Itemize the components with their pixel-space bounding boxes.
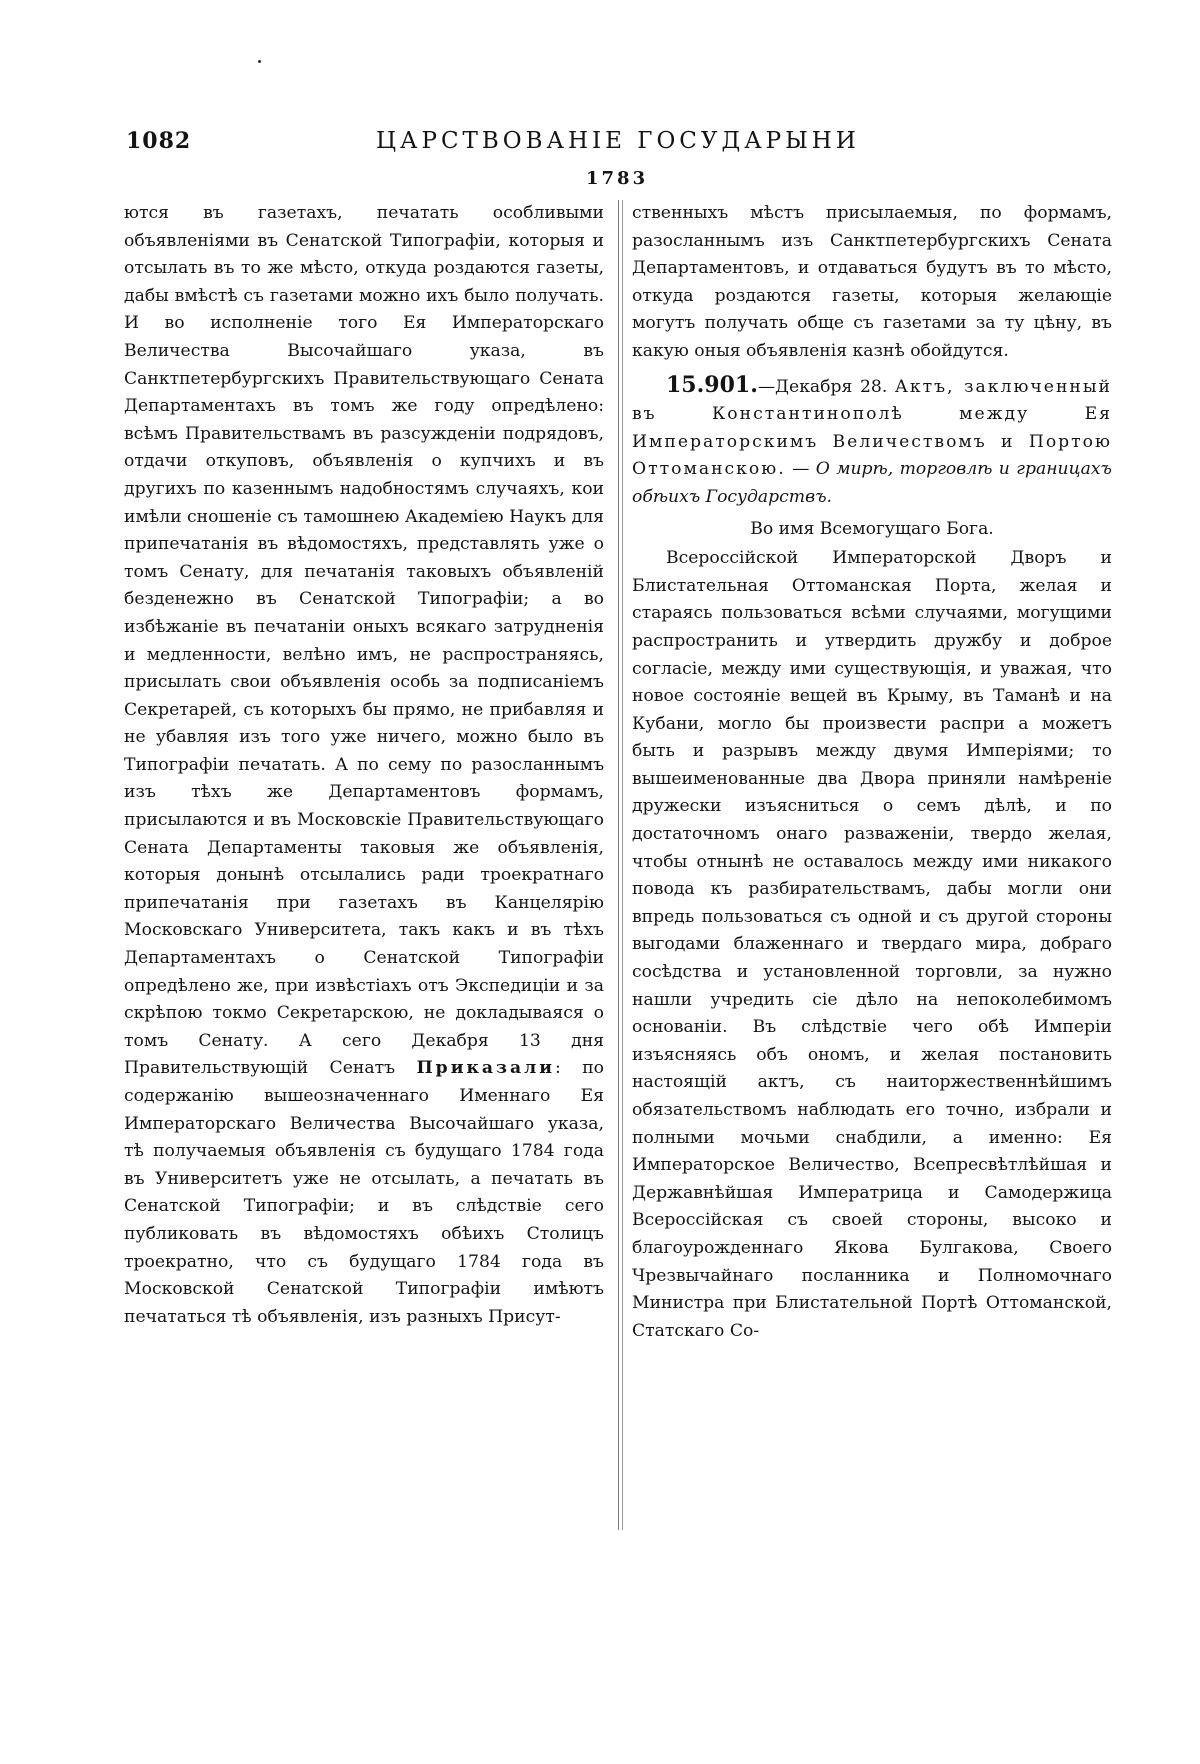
invocation: Во имя Всемогущаго Бога. <box>750 518 994 539</box>
column-divider <box>618 200 619 1530</box>
left-column <box>124 200 604 1331</box>
year-heading: 1783 <box>586 168 649 189</box>
left-paragraph-text: ются въ газетахъ, печатать особливыми объявленіями въ Сенатской Типографіи, которыя и отсылать въ то же мѣсто, откуда роздаются газеты, дабы вмѣстѣ съ газетами можно ихъ было получать. И во исполненіе того Ея Императорскаго Величества Высочайшаго указа, въ Санктпетербургскихъ Правительствующаго Сената Департаментахъ въ томъ же году опредѣлено: всѣмъ Правительствамъ въ разсужденіи подрядовъ, отдачи откуповъ, объявленія о купчихъ и въ другихъ по казеннымъ надобностямъ случаяхъ, кои имѣли сношеніе съ тамошнею Академіею Наукъ для припечатанія въ вѣдомостяхъ, представлять уже о томъ Сенату, для печатанія таковыхъ объявленій безденежно въ Сенатской Типографіи; а во избѣжаніе въ печатаніи оныхъ всякаго затрудненія и медленности, велѣно имъ, не распространяясь, присылать свои объявленія особь за подписаніемъ Секретарей, съ которыхъ бы прямо, не прибавляя и не убавляя изъ того уже ничего, можно было въ Типографіи печатать. А по сему по разосланнымъ изъ тѣхъ же Департаментовъ формамъ, присылаются и въ Московскіе Правительствующаго Сената Департаменты таковыя же объявленія, которыя донынѣ отсылались ради троекратнаго припечатанія при газетахъ въ Канцелярію Московскаго Университета, такъ какъ и въ тѣхъ Департаментахъ о Сенатской Типографіи опредѣлено же, при извѣстіахъ отъ Экспедиціи и за скрѣпою токмо Секретарскою, не докладываяся о томъ Сенату. А сего Декабря 13 дня Правительствующій Сенатъ <box>124 203 604 1079</box>
right-column <box>632 200 1112 1345</box>
treaty-preamble: Всероссійской Императорской Дворъ и Блистательная Оттоманская Порта, желая и стараясь пользоваться всѣми случаями, могущими распространить и утвердить дружбу и доброе согласіе, между ими существующія, и уважая, что новое состояніе вещей въ Крыму, въ Таманѣ и на Кубани, могло бы произвести распри а можетъ быть и разрывъ между двумя Имперіями; то вышеименованные два Двора приняли намѣреніе дружески изъясниться о семъ дѣлѣ, и по достаточномъ онаго разваженіи, твердо желая, чтобы отнынѣ не оставалось между ими никакого повода къ разбирательствамъ, дабы могли они впредь пользоваться съ одной и съ другой стороны выгодами блаженнаго и твердаго мира, добраго сосѣдства и установленной торговли, за нужно нашли учредить сіе дѣло на непоколебимомъ основаніи. Въ слѣдствіе чего обѣ Имперіи изъясняясь объ ономъ, и желая постановить настоящій актъ, съ наиторжественнѣйшимъ обязательствомъ наблюдать его точно, избрали и полными мочьми снабдили, а именно: Ея Императорское Величество, Всепресвѣтлѣйшая и Державнѣйшая Императрица и Самодержица Всероссійская съ своей стороны, высоко и благоурожденнаго Якова Булгакова, Своего Чрезвычайнаго посланника и Полномочнаго Министра при Блистательной Портѣ Оттоманской, Статскаго Со- <box>632 548 1112 1341</box>
scan-speck <box>258 60 261 63</box>
column-divider-inner <box>622 200 623 1530</box>
right-paragraph-continued: ственныхъ мѣстъ присылаемыя, по формамъ, разосланнымъ изъ Санктпетербургскихъ Сената Департаментовъ, и отдаваться будутъ въ то мѣсто, откуда роздаются газеты, которыя желающіе могутъ получать обще съ газетами за ту цѣну, въ какую оныя объявленія казнѣ обойдутся. <box>632 203 1112 361</box>
act-number: 15.901. <box>666 371 758 398</box>
left-paragraph <box>124 200 604 1331</box>
page-number: 1082 <box>126 128 192 154</box>
ordered-keyword: Приказали <box>416 1058 555 1079</box>
act-date: —Декабря 28. <box>757 376 888 397</box>
act-subject: — О мирѣ, торговлѣ и границахъ обѣихъ Государствъ. <box>632 459 1112 507</box>
running-title: ЦАРСТВОВАНІЕ ГОСУДАРЫНИ <box>376 128 860 154</box>
act-title: Актъ, заключенный въ Константинополѣ между Ея Императорскимъ Величествомъ и Портою Оттоманскою. <box>632 376 1112 480</box>
page-header <box>126 128 1076 168</box>
act-heading <box>632 372 1112 512</box>
left-paragraph-end: : по содержанію вышеозначеннаго Именнаго Ея Императорскаго Величества Высочайшаго указа, тѣ получаемыя объявленія съ будущаго 1784 года въ Университетъ уже не отсылать, а печатать въ Сенатской Типографіи; и въ слѣдствіе сего публиковать въ вѣдомостяхъ обѣихъ Столицъ троекратно, что съ будущаго 1784 года въ Московской Сенатской Типографіи имѣютъ печататься тѣ объявленія, изъ разныхъ Присут- <box>124 1058 604 1327</box>
